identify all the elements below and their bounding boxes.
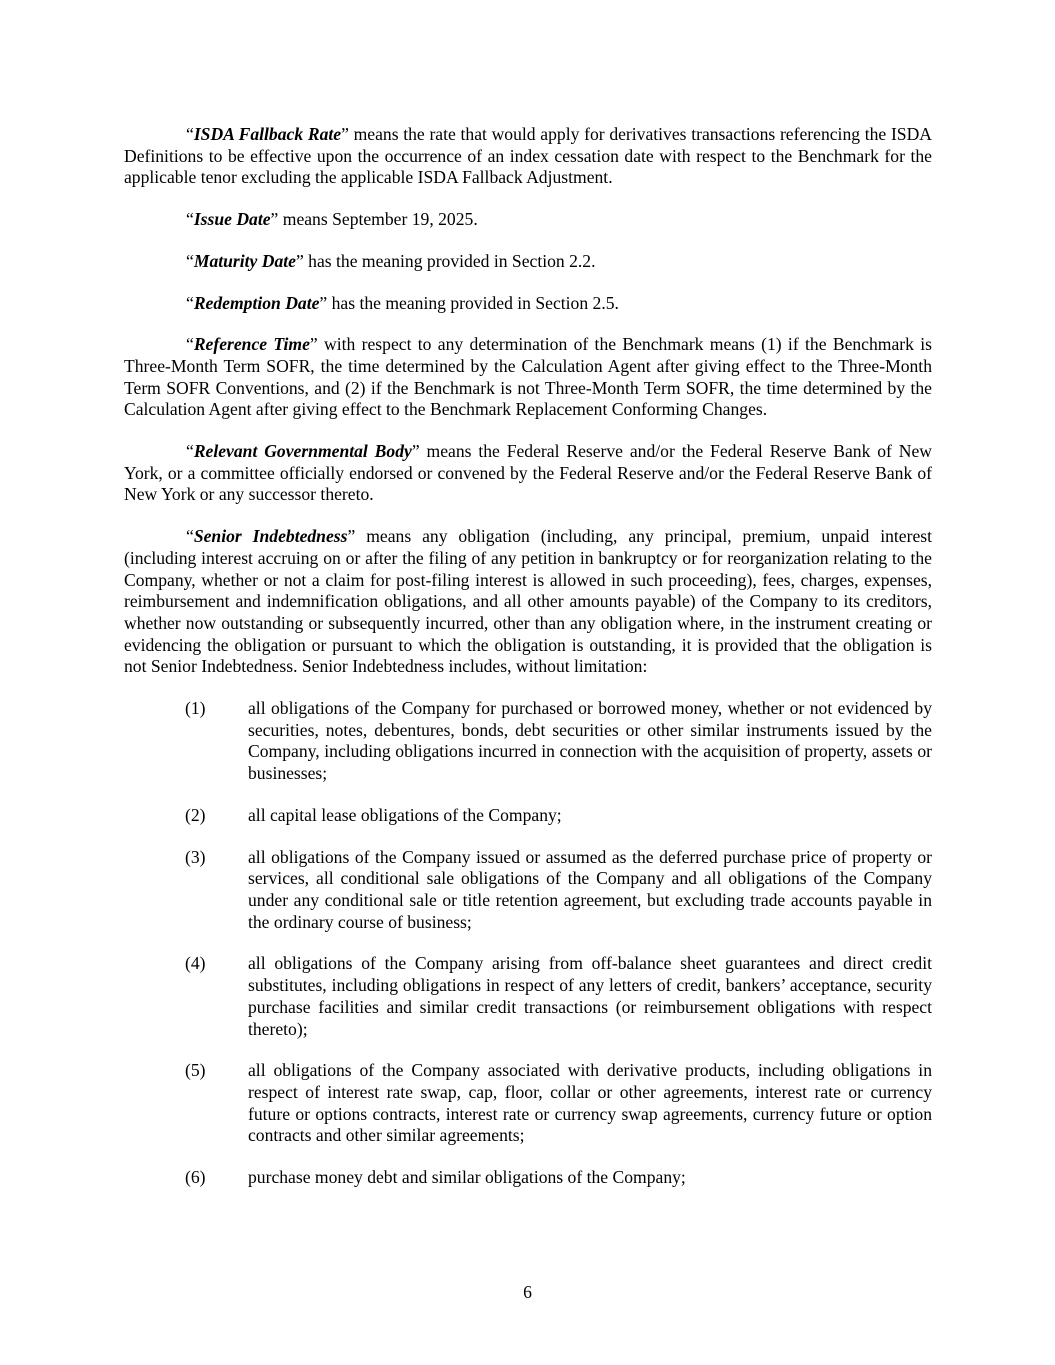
open-quote: “ [186, 250, 194, 271]
list-item-number: (1) [185, 698, 206, 719]
list-item [124, 1167, 932, 1189]
defined-term: Maturity Date [193, 250, 296, 271]
definition-body: ” means September 19, 2025. [270, 209, 478, 230]
list-item [124, 698, 932, 785]
list-item-number: (3) [185, 846, 206, 867]
definition-body: ” with respect to any determination of the Benchmark means (1) if the Benchmark is Three-Month Term SOFR, the time determined by the Calculation Agent after giving effect to the Three-Month Term SOFR Conventions, and (2) if the Benchmark is not Three-Month Term SOFR, the time determined by the Calculation Agent after giving effect to the Benchmark Replacement Conforming Changes. [124, 334, 932, 420]
open-quote: “ [186, 124, 194, 144]
open-quote: “ [186, 334, 194, 355]
defined-term: Senior Indebtedness [193, 526, 348, 547]
definition-body: ” means the Federal Reserve and/or the Federal Reserve Bank of New York, or a committee officially endorsed or convened by the Federal Reserve and/or the Federal Reserve Bank of New York or any successor thereto. [124, 441, 932, 505]
list-item [124, 1060, 932, 1147]
list-item-number: (2) [185, 804, 206, 825]
definition-body: ” has the meaning provided in Section 2.2. [295, 250, 596, 271]
page-number: 6 [523, 1282, 532, 1302]
list-item-text: all obligations of the Company for purchased or borrowed money, whether or not evidenced by securities, notes, debentures, bonds, debt securities or other similar instruments issued by the Company, including obligations incurred in connection with the acquisition of property, assets or businesses; [248, 698, 932, 784]
open-quote: “ [186, 441, 194, 462]
list-item-number: (4) [185, 953, 206, 974]
list-item-number: (6) [185, 1167, 206, 1188]
definition-redemption-date [124, 293, 932, 315]
defined-term: ISDA Fallback Rate [193, 124, 342, 144]
defined-term: Issue Date [193, 209, 271, 230]
defined-term: Redemption Date [193, 292, 320, 313]
definition-issue-date [124, 209, 932, 231]
definition-maturity-date [124, 251, 932, 273]
list-item-text: all obligations of the Company associated with derivative products, including obligations in respect of interest rate swap, cap, floor, collar or other agreements, interest rate or currency future or options contracts, interest rate or currency swap agreements, currency future or option contracts and other similar agreements; [248, 1060, 932, 1146]
definition-body: ” means the rate that would apply for derivatives transactions referencing the ISDA Definitions to be effective upon the occurrence of an index cessation date with respect to the Benchmark for the applicable tenor excluding the applicable ISDA Fallback Adjustment. [124, 124, 933, 188]
definition-isda-fallback-rate [124, 124, 932, 189]
list-item-text: all obligations of the Company arising from off-balance sheet guarantees and direct credit substitutes, including obligations in respect of any letters of credit, bankers’ acceptance, security purchase facilities and similar credit transactions (or reimbursement obligations with respect thereto); [248, 953, 932, 1039]
list-item [124, 847, 932, 934]
definition-body: ” has the meaning provided in Section 2.5. [319, 292, 619, 313]
open-quote: “ [186, 292, 194, 313]
defined-term: Reference Time [193, 334, 310, 355]
open-quote: “ [186, 526, 194, 547]
list-item [124, 953, 932, 1040]
list-item-text: purchase money debt and similar obligations of the Company; [248, 1167, 686, 1188]
list-item-number: (5) [185, 1060, 206, 1081]
document-page [124, 124, 932, 1209]
open-quote: “ [186, 209, 194, 230]
list-item-text: all capital lease obligations of the Company; [248, 804, 562, 825]
list-item [124, 805, 932, 827]
list-item-text: all obligations of the Company issued or assumed as the deferred purchase price of property or services, all conditional sale obligations of the Company and all obligations of the Company under any conditional sale or title retention agreement, but excluding trade accounts payable in the ordinary course of business; [248, 846, 932, 932]
definition-reference-time [124, 334, 932, 421]
definition-body: ” means any obligation (including, any principal, premium, unpaid interest (including interest accruing on or after the filing of any petition in bankruptcy or for reorganization relating to the Company, whether or not a claim for post-filing interest is allowed in such proceeding), fees, charges, expenses, reimbursement and indemnification obligations, and all other amounts payable) of the Company to its creditors, whether now outstanding or subsequently incurred, other than any obligation where, in the instrument creating or evidencing the obligation or pursuant to which the obligation is outstanding, it is provided that the obligation is not Senior Indebtedness. Senior Indebtedness includes, without limitation: [124, 526, 933, 677]
definition-senior-indebtedness [124, 526, 932, 678]
defined-term: Relevant Governmental Body [193, 441, 412, 462]
definition-relevant-governmental-body [124, 441, 932, 506]
